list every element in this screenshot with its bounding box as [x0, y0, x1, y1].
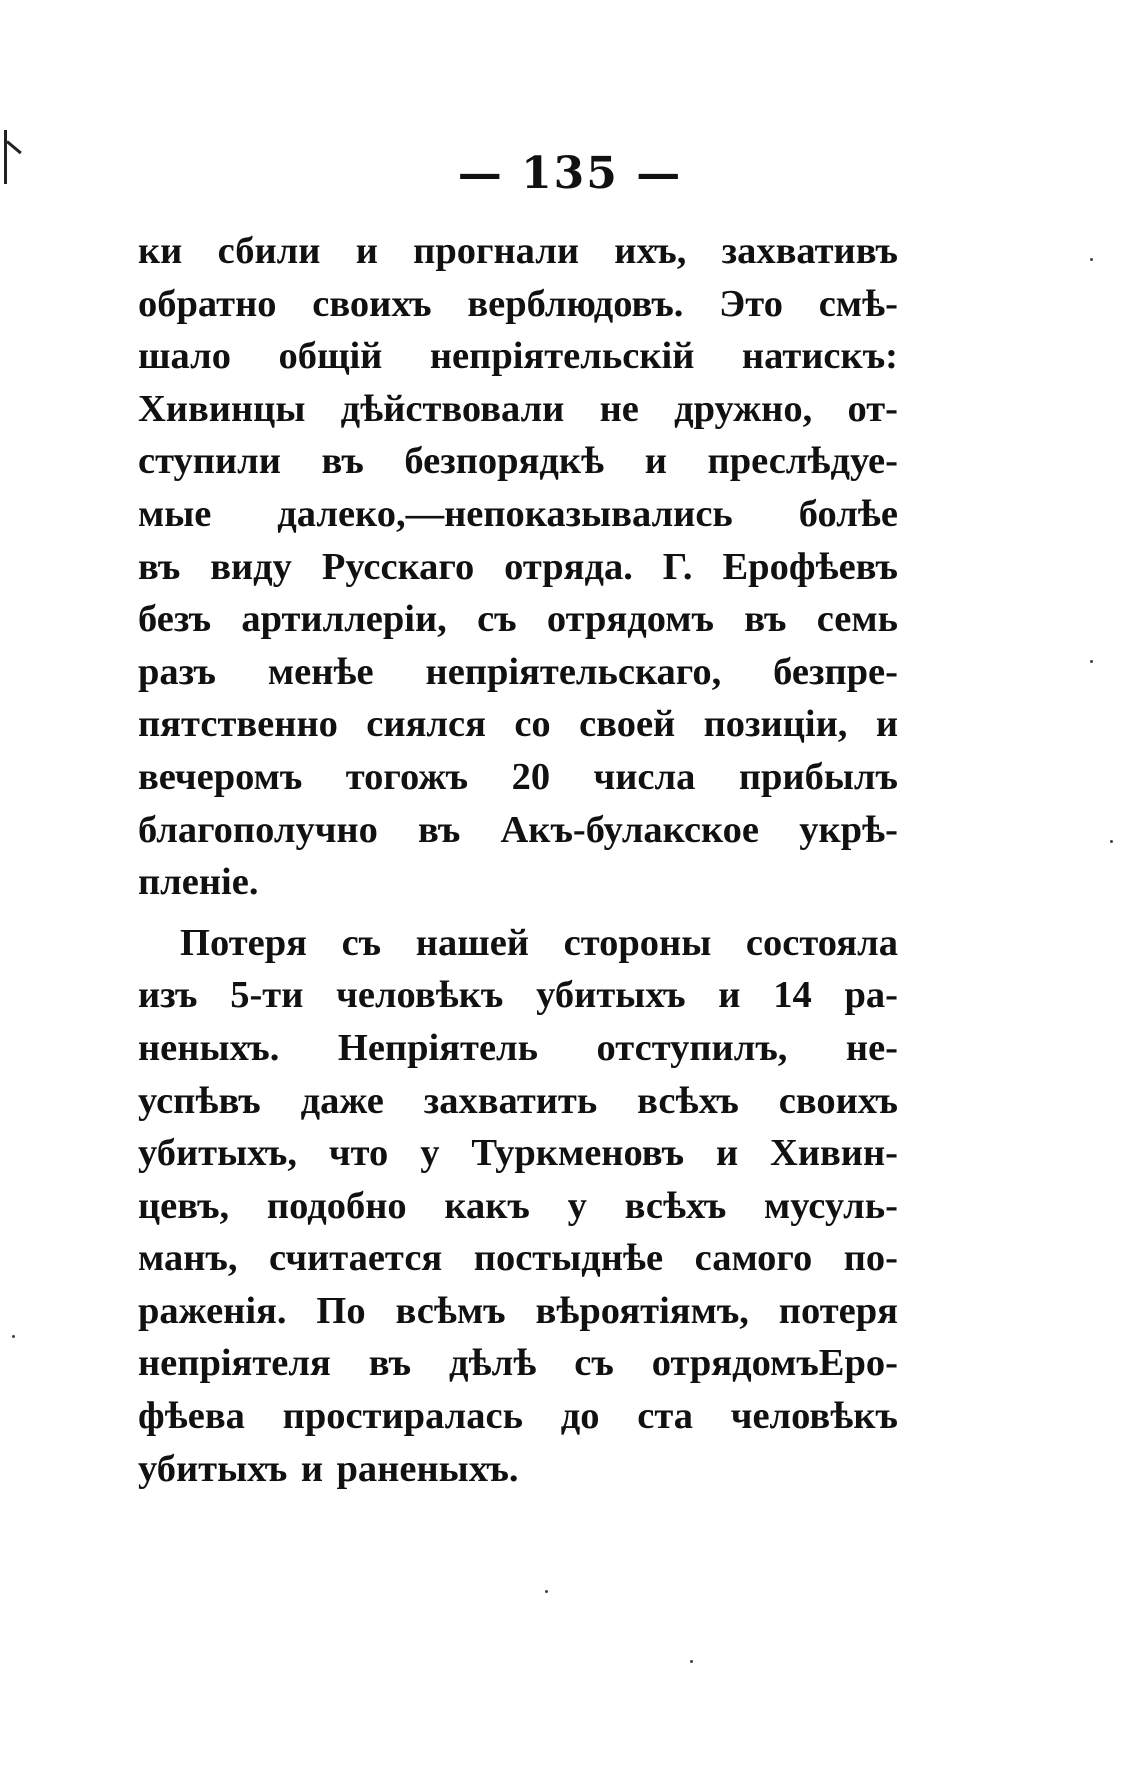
- text-line: изъ 5-ти человѣкъ убитыхъ и 14 ра-: [138, 974, 898, 1017]
- text-line: успѣвъ даже захватить всѣхъ своихъ: [138, 1079, 898, 1122]
- paragraph: [138, 225, 898, 909]
- text-line: манъ, считается постыднѣе самого по-: [138, 1237, 898, 1280]
- text-line: разъ менѣе непріятельскаго, безпре-: [138, 650, 898, 693]
- paragraph: [138, 917, 898, 1496]
- text-line: фѣева простиралась до ста человѣкъ: [138, 1395, 898, 1438]
- text-line: безъ артиллеріи, съ отрядомъ въ семь: [138, 598, 898, 641]
- text-line: убитыхъ, что у Туркменовъ и Хивин-: [138, 1132, 898, 1175]
- body-text: [138, 225, 898, 1495]
- text-line: пятственно сиялся со своей позиціи, и: [138, 703, 898, 746]
- text-line: раженія. По всѣмъ вѣроятіямъ, потеря: [138, 1289, 898, 1332]
- text-line: обратно своихъ верблюдовъ. Это смѣ-: [138, 282, 898, 325]
- text-line: шало общій непріятельскій натискъ:: [138, 335, 898, 378]
- speck: [1110, 840, 1113, 843]
- text-line: убитыхъ и раненыхъ.: [138, 1447, 519, 1490]
- text-line: мые далеко,—непоказывались болѣе: [138, 492, 898, 535]
- speck: [12, 1335, 15, 1338]
- text-line: пленіе.: [138, 861, 259, 904]
- text-line: непріятеля въ дѣлѣ съ отрядомъЕро-: [138, 1342, 898, 1385]
- text-line: въ виду Русскаго отряда. Г. Ерофѣевъ: [138, 545, 898, 588]
- text-line: Хивинцы дѣйствовали не дружно, от-: [138, 387, 898, 430]
- page-number: — 135 —: [457, 148, 683, 199]
- text-line: благополучно въ Акъ-булакское укрѣ-: [138, 808, 898, 851]
- text-line: Потеря съ нашей стороны состояла: [180, 921, 898, 964]
- text-line: ступили въ безпорядкѣ и преслѣдуе-: [138, 440, 898, 483]
- text-line: вечеромъ тогожъ 20 числа прибылъ: [138, 755, 898, 798]
- speck: [545, 1590, 548, 1593]
- text-line: неныхъ. Непріятель отступилъ, не-: [138, 1026, 898, 1069]
- text-line: ки сбили и прогнали ихъ, захвативъ: [138, 230, 898, 272]
- text-line: цевъ, подобно какъ у всѣхъ мусуль-: [138, 1184, 898, 1227]
- speck: [1090, 660, 1093, 663]
- speck: [1090, 258, 1093, 261]
- speck: [690, 1660, 693, 1663]
